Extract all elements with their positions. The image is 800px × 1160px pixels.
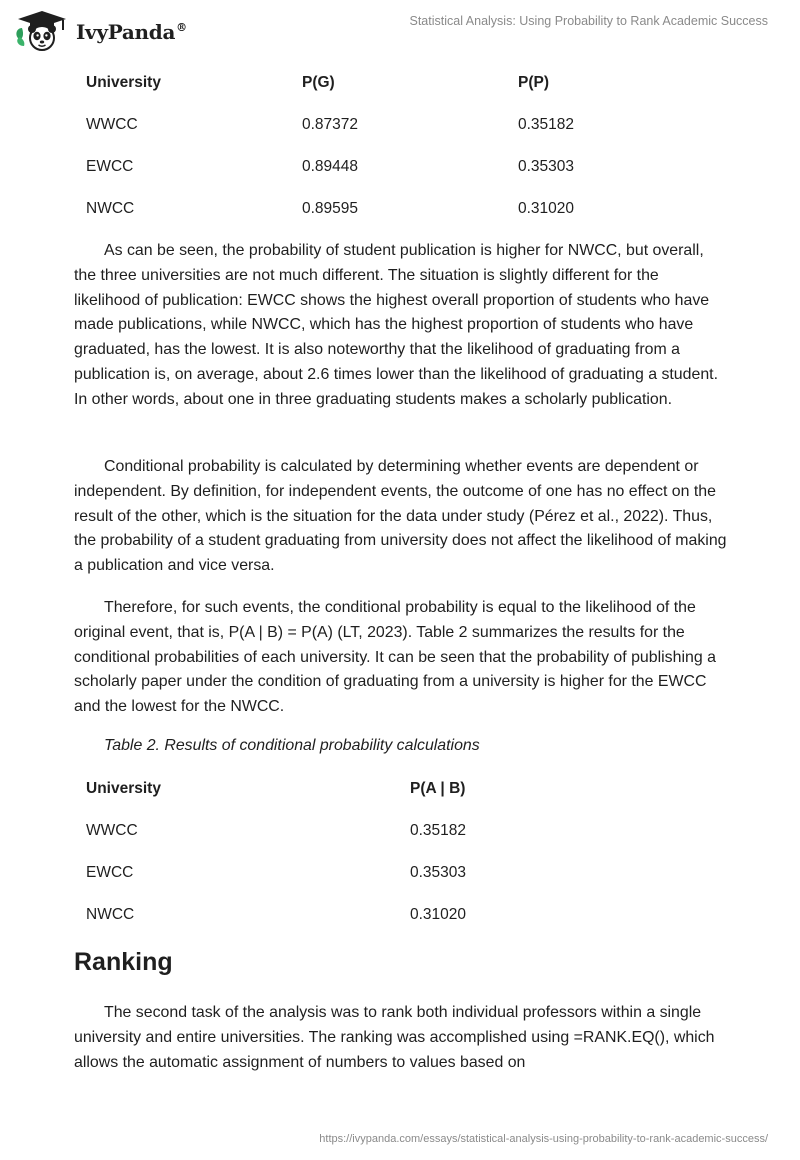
column-header-university: University: [86, 74, 161, 91]
conditional-probability-table: [74, 768, 710, 936]
table-cell: 0.87372: [302, 116, 359, 133]
body-paragraph: The second task of the analysis was to rank both individual professors within a single university and entire universities. The ranking was accomplished using =RANK.EQ(), which allows the automatic assignment of numbers to values based on: [74, 1004, 715, 1071]
table-cell: 0.35182: [410, 822, 467, 839]
table-cell: 0.35182: [518, 116, 575, 133]
table-cell: EWCC: [86, 864, 134, 881]
table-cell: NWCC: [86, 200, 135, 217]
body-paragraph: Therefore, for such events, the conditional probability is equal to the likelihood of the original event, that is, P(A | B) = P(A) (LT, 2023). Table 2 summarizes the results for the conditional probabilities of each university. It can be seen that the probability of publishing a scholarly paper under the condition of graduating from a university is higher for the EWCC and the lowest for the NWCC.: [74, 599, 716, 716]
section-heading-ranking: Ranking: [74, 948, 173, 976]
table-cell: 0.31020: [518, 200, 575, 217]
body-paragraph: As can be seen, the probability of student publication is higher for NWCC, but overall, the three universities are not much different. The situation is slightly different for the likelihood of publication: EWCC shows the highest overall proportion of students who have made publications, while NWCC, which has the highest proportion of students who have graduated, has the lowest. It is also noteworthy that the likelihood of graduating from a publication is, on average, about 2.6 times lower than the likelihood of graduating a student. In other words, about one in three graduating students makes a scholarly publication.: [74, 242, 718, 408]
table-cell: WWCC: [86, 116, 138, 133]
column-header-pab: P(A | B): [410, 780, 466, 797]
column-header-university: University: [86, 780, 161, 797]
table-row: [74, 852, 710, 894]
table-cell: EWCC: [86, 158, 134, 175]
body-paragraph: Conditional probability is calculated by determining whether events are dependent or independent. By definition, for independent events, the outcome of one has no effect on the result of the other, which is the situation for the data under study (Pérez et al., 2022). Thus, the probability of a student graduating from university does not affect the likelihood of making a publication and vice versa.: [74, 458, 727, 575]
table-row: [74, 104, 718, 146]
column-header-pg: P(G): [302, 74, 335, 91]
logo-wordmark: IvyPanda®: [76, 20, 187, 44]
table-cell: 0.89595: [302, 200, 359, 217]
document-title: Statistical Analysis: Using Probability to Rank Academic Success: [409, 14, 768, 28]
table-cell: 0.89448: [302, 158, 359, 175]
table-row: [74, 894, 710, 936]
column-header-pp: P(P): [518, 74, 549, 91]
panda-graduate-icon: [14, 8, 70, 52]
table-cell: 0.35303: [518, 158, 575, 175]
ivypanda-logo[interactable]: [14, 8, 187, 52]
source-url[interactable]: https://ivypanda.com/essays/statistical-analysis-using-probability-to-rank-academic-success/: [319, 1133, 768, 1145]
table-cell: 0.35303: [410, 864, 467, 881]
table-caption: Table 2. Results of conditional probability calculations: [104, 737, 480, 754]
table-cell: 0.31020: [410, 906, 467, 923]
probability-table: [74, 62, 718, 230]
table-row: [74, 188, 718, 230]
table-header-row: [74, 62, 718, 104]
table-row: [74, 146, 718, 188]
table-cell: WWCC: [86, 822, 138, 839]
table-cell: NWCC: [86, 906, 135, 923]
table-header-row: [74, 768, 710, 810]
page-header: [0, 0, 800, 60]
table-row: [74, 810, 710, 852]
